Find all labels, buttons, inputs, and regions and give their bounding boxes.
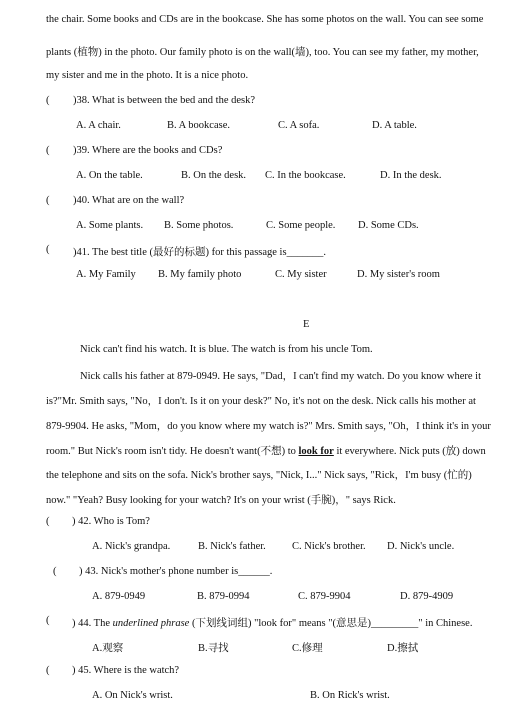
- option-d: D. My sister's room: [357, 269, 440, 280]
- answer-paren: (: [46, 516, 50, 527]
- option-c: C. Nick's brother.: [292, 541, 366, 552]
- option-b: B. On Rick's wrist.: [310, 690, 390, 701]
- answer-paren: (: [46, 195, 50, 206]
- answer-paren: (: [46, 145, 50, 156]
- passage-line: now." "Yeah? Busy looking for your watch? It's on your wrist (手腕)，" says Rick.: [46, 495, 396, 506]
- option-c: C.修理: [292, 643, 323, 654]
- question-stem: [72, 615, 472, 630]
- option-a: A. Nick's grandpa.: [92, 541, 171, 552]
- question-stem: )40. What are on the wall?: [73, 195, 185, 206]
- question-stem: )38. What is between the bed and the desk?: [73, 95, 256, 106]
- text-run: it everywhere. Nick puts (放) down: [333, 446, 486, 457]
- option-b: B. On the desk.: [181, 170, 247, 181]
- passage-line: my sister and me in the photo. It is a nice photo.: [46, 70, 249, 81]
- question-stem: ) 42. Who is Tom?: [72, 516, 150, 527]
- option-c: C. My sister: [275, 269, 327, 280]
- option-d: D.擦拭: [387, 643, 419, 654]
- option-b: B. 879-0994: [197, 591, 250, 602]
- passage-line: is?"Mr. Smith says, "No，I don't. Is it on your desk?" No, it's not on the desk. Nick calls his mother at: [46, 396, 476, 407]
- passage-line: [46, 443, 486, 458]
- option-c: C. 879-9904: [298, 591, 351, 602]
- option-a: A. On the table.: [76, 170, 143, 181]
- text-run: room." But Nick's room isn't tidy. He doesn't want(不想) to: [46, 446, 299, 457]
- passage-line: Nick can't find his watch. It is blue. The watch is from his uncle Tom.: [80, 344, 373, 355]
- option-c: C. A sofa.: [278, 120, 320, 131]
- italic-phrase: underlined phrase: [112, 618, 190, 629]
- passage-line: the chair. Some books and CDs are in the bookcase. She has some photos on the wall. You can see some: [46, 14, 484, 25]
- answer-paren: (: [46, 95, 50, 106]
- option-a: A. 879-0949: [92, 591, 146, 602]
- option-c: C. Some people.: [266, 220, 336, 231]
- option-d: D. 879-4909: [400, 591, 454, 602]
- option-b: B. Nick's father.: [198, 541, 266, 552]
- answer-paren: (: [46, 665, 50, 676]
- answer-paren: (: [46, 615, 50, 626]
- passage-line: Nick calls his father at 879-0949. He says, "Dad，I can't find my watch. Do you know where it: [80, 371, 481, 382]
- passage-line: 879-9904. He asks, "Mom，do you know where my watch is?" Mrs. Smith says, "Oh，I think it's in your: [46, 421, 491, 432]
- option-b: B. My family photo: [158, 269, 242, 280]
- text-run: (下划线词组) "look for" means "(意思是)_________" in Chinese.: [189, 618, 473, 629]
- section-letter: E: [303, 319, 310, 330]
- option-a: A. My Family: [76, 269, 136, 280]
- text-run: ) 44. The: [72, 618, 113, 629]
- option-a: A. A chair.: [76, 120, 121, 131]
- question-stem: )41. The best title (最好的标题) for this passage is_______.: [73, 247, 326, 258]
- answer-paren: (: [46, 244, 50, 255]
- option-b: B. Some photos.: [164, 220, 234, 231]
- question-stem: ) 43. Nick's mother's phone number is______.: [79, 566, 273, 577]
- passage-line: plants (植物) in the photo. Our family photo is on the wall(墙), too. You can see my father, my mother,: [46, 47, 479, 58]
- option-b: B.寻找: [198, 643, 229, 654]
- question-stem: )39. Where are the books and CDs?: [73, 145, 223, 156]
- option-b: B. A bookcase.: [167, 120, 230, 131]
- option-d: D. In the desk.: [380, 170, 442, 181]
- option-a: A.观察: [92, 643, 124, 654]
- option-d: D. Some CDs.: [358, 220, 419, 231]
- option-d: D. A table.: [372, 120, 417, 131]
- option-c: C. In the bookcase.: [265, 170, 346, 181]
- question-stem: ) 45. Where is the watch?: [72, 665, 180, 676]
- answer-paren: (: [53, 566, 57, 577]
- option-a: A. On Nick's wrist.: [92, 690, 173, 701]
- option-a: A. Some plants.: [76, 220, 144, 231]
- passage-line: the telephone and sits on the sofa. Nick's brother says, "Nick, I..." Nick says, "Rick，I'm busy (忙的): [46, 470, 472, 481]
- option-d: D. Nick's uncle.: [387, 541, 455, 552]
- underlined-phrase: look for: [298, 446, 334, 457]
